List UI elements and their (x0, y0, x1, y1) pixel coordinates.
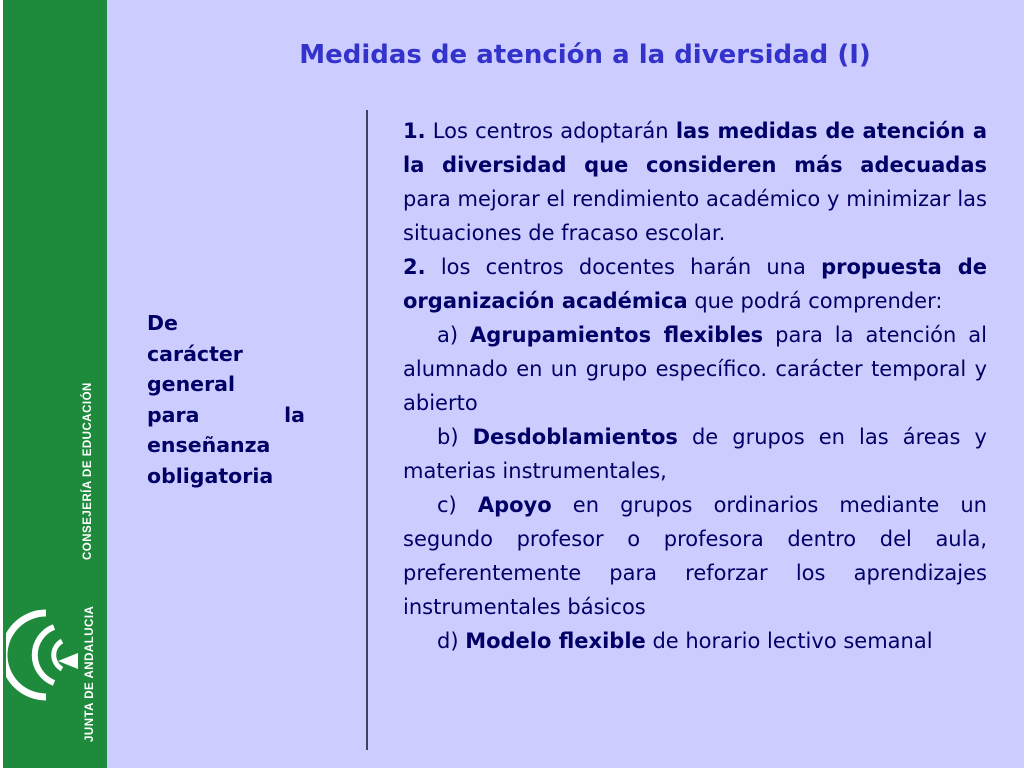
left-line-6: obligatoria (147, 463, 274, 488)
left-line-4a: para (147, 402, 200, 427)
item-a-text: para la atención al alumnado en un grupo específico. carácter temporal y abierto (403, 323, 987, 415)
sidebar-edge (0, 0, 3, 768)
left-line-4b: la (284, 402, 305, 427)
item-b-text: de grupos en las áreas y materias instrumentales, (403, 425, 987, 483)
item-c-label: c) (437, 493, 478, 517)
content-body (403, 114, 987, 658)
sidebar-band (0, 0, 107, 768)
p2-bold: propuesta de organización académica (403, 255, 987, 313)
item-d-label: d) (437, 629, 466, 653)
item-d (403, 624, 987, 658)
p1-bold: las medidas de atención a la diversidad que consideren más adecuadas (403, 119, 987, 177)
p2-number: 2. (403, 255, 426, 279)
p1-text-2: para mejorar el rendimiento académico y minimizar las situaciones de fracaso escolar. (403, 187, 987, 245)
item-c (403, 488, 987, 624)
paragraph-1 (403, 114, 987, 250)
item-c-bold: Apoyo (477, 493, 552, 517)
left-line-2: carácter (147, 341, 243, 366)
item-d-text: de horario lectivo semanal (645, 629, 933, 653)
left-line-4 (147, 400, 305, 431)
p2-text-1: los centros docentes harán una (425, 255, 822, 279)
junta-andalucia-logo-icon (6, 605, 86, 705)
item-b (403, 420, 987, 488)
item-a-bold: Agrupamientos flexibles (470, 323, 764, 347)
item-d-bold: Modelo flexible (465, 629, 646, 653)
junta-label: JUNTA DE ANDALUCIA (84, 605, 96, 742)
paragraph-2 (403, 250, 987, 318)
p1-text-1: Los centros adoptarán (425, 119, 676, 143)
p1-number: 1. (403, 119, 426, 143)
left-line-5: enseñanza (147, 433, 271, 457)
page-title: Medidas de atención a la diversidad (I) (299, 40, 871, 70)
left-line-1: De (147, 311, 178, 335)
item-a (403, 318, 987, 420)
left-line-3: general (147, 372, 236, 396)
item-c-text: en grupos ordinarios mediante un segundo profesor o profesora dentro del aula, preferentemente para reforzar los aprendizajes instrumentales básicos (403, 493, 987, 619)
left-caption (147, 308, 305, 491)
item-b-label: b) (437, 425, 473, 449)
item-b-bold: Desdoblamientos (472, 425, 678, 449)
vertical-divider (366, 110, 368, 750)
p2-text-2: que podrá comprender: (687, 289, 943, 313)
item-a-label: a) (437, 323, 471, 347)
consejeria-label: CONSEJERÍA DE EDUCACIÓN (82, 382, 94, 560)
